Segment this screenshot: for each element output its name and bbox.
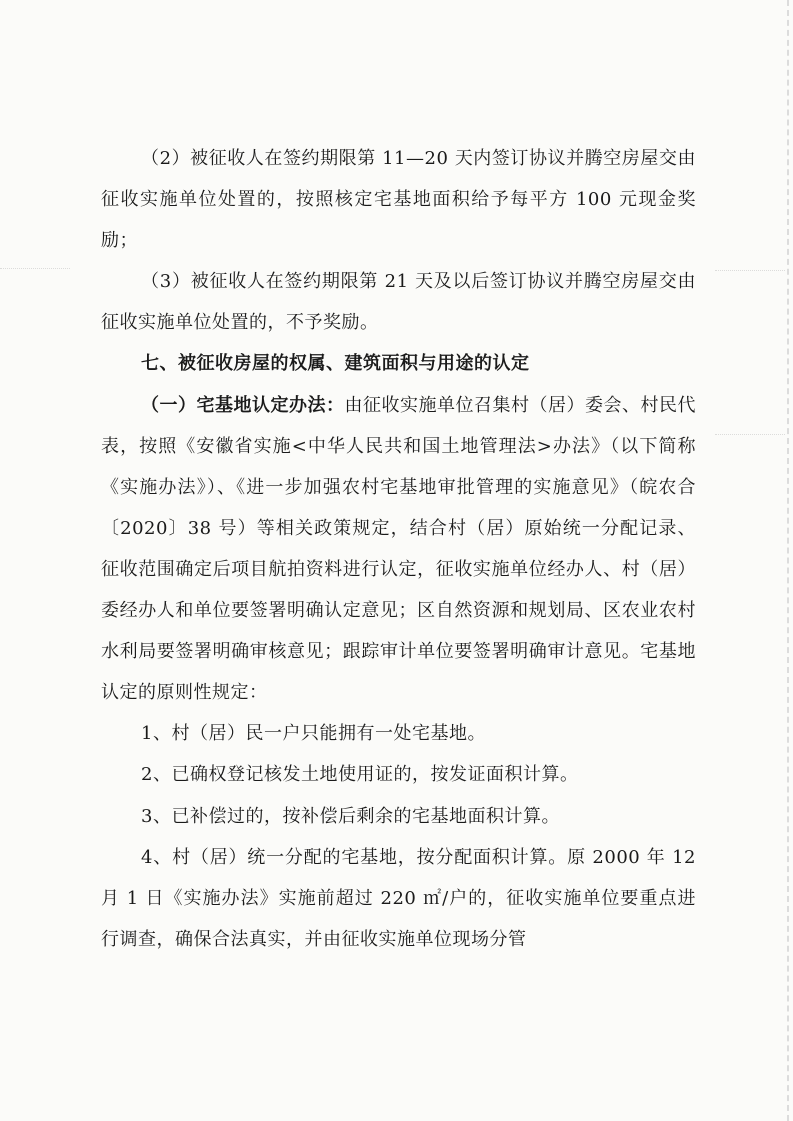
- section-heading: 七、被征收房屋的权属、建筑面积与用途的认定: [141, 353, 530, 375]
- scan-artifact: [715, 434, 785, 436]
- scan-artifact: [0, 268, 70, 270]
- rule-item: 3、已补偿过的，按补偿后剩余的宅基地面积计算。: [141, 805, 560, 827]
- rule-item: 1、村（居）民一户只能拥有一处宅基地。: [141, 723, 486, 745]
- rule-item: 4、村（居）统一分配的宅基地，按分配面积计算。原 2000 年 12 月 1 日《实施办法》实施前超过 220 ㎡/户的，征收实施单位要重点进行调查，确保合法真实，并由征收实施单位现场分管: [101, 846, 696, 950]
- rule-item: 2、已确权登记核发土地使用证的，按发证面积计算。: [141, 764, 579, 786]
- subsection-lead: （一）宅基地认定办法：: [141, 394, 345, 416]
- paragraph-reward-2: （2）被征收人在签约期限第 11—20 天内签订协议并腾空房屋交由征收实施单位处置的，按照核定宅基地面积给予每平方 100 元现金奖励；: [101, 148, 696, 252]
- paragraph-reward-3: （3）被征收人在签约期限第 21 天及以后签订协议并腾空房屋交由征收实施单位处置的，不予奖励。: [101, 271, 696, 334]
- scan-edge-artifact: [784, 0, 789, 1121]
- document-body: [101, 138, 696, 960]
- paragraph-homestead-method: [101, 385, 696, 714]
- scan-artifact: [715, 270, 785, 272]
- subsection-text: 由征收实施单位召集村（居）委会、村民代表，按照《安徽省实施<中华人民共和国土地管理法>办法》（以下简称《实施办法》）、《进一步加强农村宅基地审批管理的实施意见》（皖农合〔2020〕38 号）等相关政策规定，结合村（居）原始统一分配记录、征收范围确定后项目航拍资料进行认定，征收实施单位经办人、村（居）委经办人和单位要签署明确认定意见；区自然资源和规划局、区农业农村水利局要签署明确审核意见；跟踪审计单位要签署明确审计意见。宅基地认定的原则性规定：: [101, 394, 696, 704]
